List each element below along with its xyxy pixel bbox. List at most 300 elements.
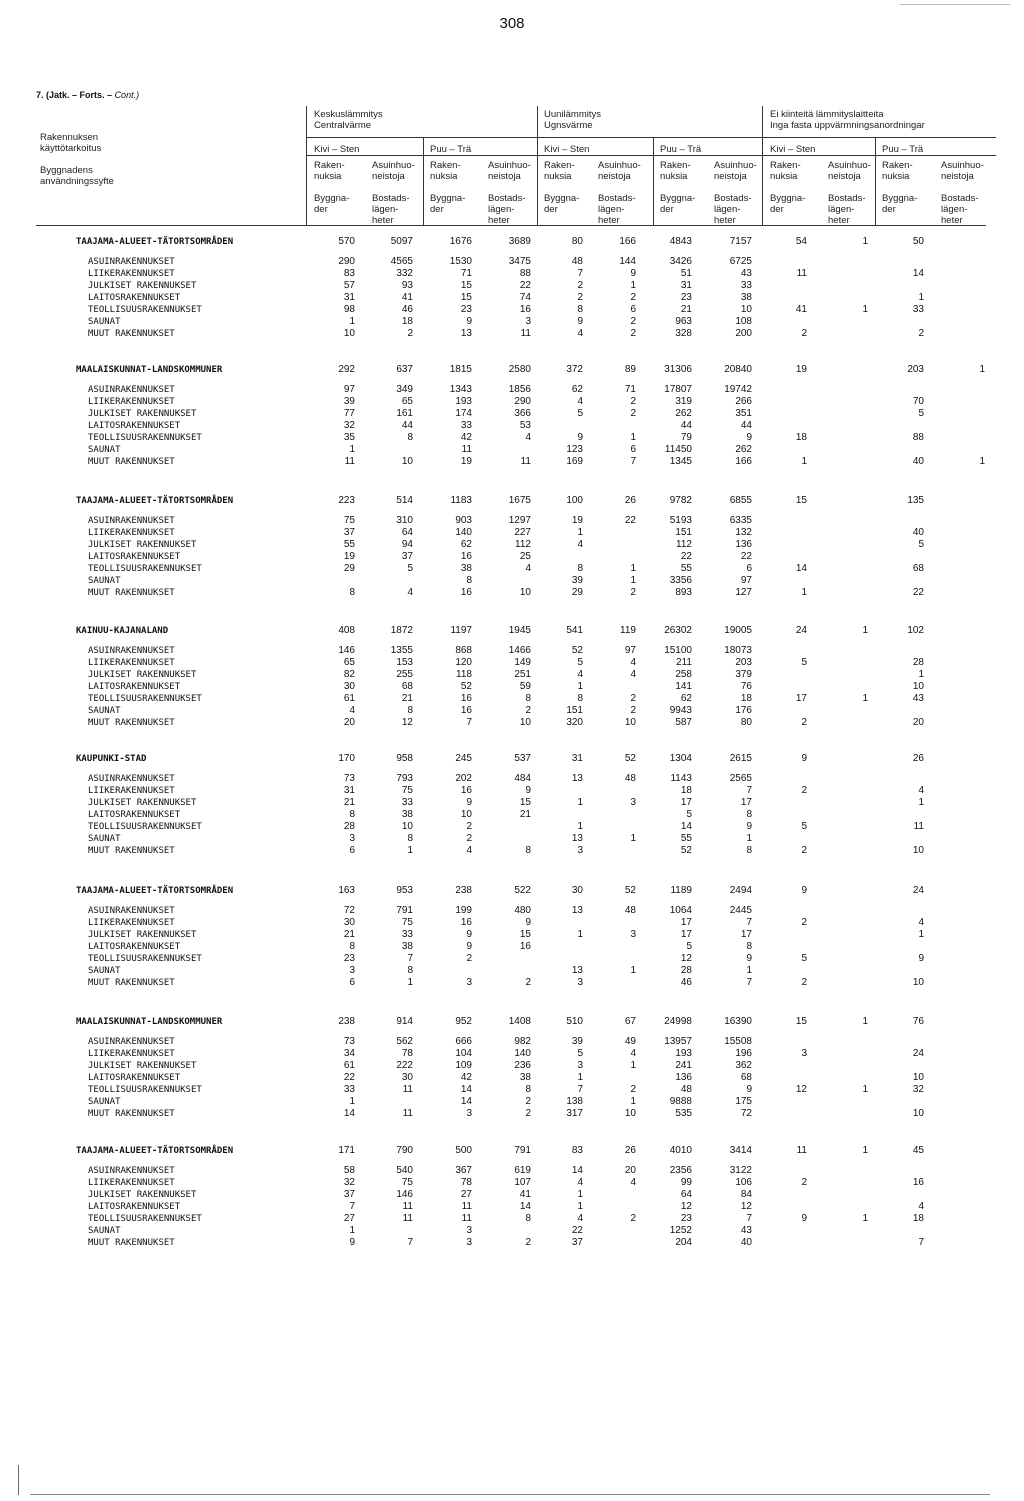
cell-value: 61 xyxy=(343,693,355,704)
section-total-value: 1189 xyxy=(670,885,692,896)
cell-value: 204 xyxy=(675,1237,692,1248)
cell-value: 68 xyxy=(740,1072,752,1083)
section-total-value: 514 xyxy=(396,495,413,506)
section-total-value: 52 xyxy=(624,753,636,764)
section-total-value: 2580 xyxy=(508,364,531,375)
section-total-value: 372 xyxy=(566,364,583,375)
cell-value: 16 xyxy=(460,551,472,562)
cell-value: 10 xyxy=(519,717,531,728)
cell-value: 9 xyxy=(525,917,531,928)
cell-value: 8 xyxy=(407,705,413,716)
row-label: TEOLLISUUSRAKENNUKSET xyxy=(88,694,202,704)
cell-value: 19 xyxy=(460,456,472,467)
cell-value: 62 xyxy=(680,693,692,704)
col-header-dwellings: lägen- xyxy=(714,204,741,215)
cell-value: 1 xyxy=(630,563,636,574)
section-total-value: 16390 xyxy=(724,1016,752,1027)
col-header-dwellings: Bostads- xyxy=(598,193,636,204)
cell-value: 28 xyxy=(680,965,692,976)
cell-value: 4 xyxy=(918,917,924,928)
cell-value: 140 xyxy=(455,527,472,538)
row-label: ASUINRAKENNUKSET xyxy=(88,646,175,656)
cell-value: 13 xyxy=(571,773,583,784)
cell-value: 2 xyxy=(801,717,807,728)
cell-value: 362 xyxy=(735,1060,752,1071)
cell-value: 10 xyxy=(912,977,924,988)
cell-value: 30 xyxy=(343,681,355,692)
section-total-value: 4010 xyxy=(669,1145,692,1156)
cell-value: 2 xyxy=(801,845,807,856)
cell-value: 15 xyxy=(460,292,472,303)
cell-value: 1 xyxy=(630,833,636,844)
row-label: TEOLLISUUSRAKENNUKSET xyxy=(88,822,202,832)
row-label: MUUT RAKENNUKSET xyxy=(88,718,175,728)
section-total-value: 1675 xyxy=(508,495,531,506)
cell-value: 11 xyxy=(402,1201,413,1212)
section-total-value: 26 xyxy=(624,495,636,506)
group-divider xyxy=(762,106,763,225)
cell-value: 28 xyxy=(912,657,924,668)
cell-value: 666 xyxy=(455,1036,472,1047)
cell-value: 13 xyxy=(571,905,583,916)
row-label: LAITOSRAKENNUKSET xyxy=(88,810,181,820)
cell-value: 7 xyxy=(630,456,636,467)
cell-value: 1 xyxy=(349,1225,355,1236)
cell-value: 42 xyxy=(460,1072,472,1083)
cell-value: 32 xyxy=(343,420,355,431)
cell-value: 328 xyxy=(675,328,692,339)
cell-value: 109 xyxy=(455,1060,472,1071)
cell-value: 25 xyxy=(519,551,531,562)
cell-value: 1 xyxy=(577,797,583,808)
section-total-value: 119 xyxy=(620,625,636,636)
cell-value: 7 xyxy=(746,917,752,928)
cell-value: 1 xyxy=(862,1213,868,1224)
cell-value: 868 xyxy=(455,645,472,656)
continuation-italic: Cont.) xyxy=(114,90,140,100)
cell-value: 1143 xyxy=(670,773,692,784)
col-header-dwellings: lägen- xyxy=(598,204,625,215)
cell-value: 46 xyxy=(680,977,692,988)
cell-value: 127 xyxy=(735,587,752,598)
row-label: SAUNAT xyxy=(88,576,121,586)
cell-value: 138 xyxy=(566,1096,583,1107)
cell-value: 1 xyxy=(918,797,924,808)
cell-value: 37 xyxy=(401,551,413,562)
cell-value: 8 xyxy=(525,1084,531,1095)
cell-value: 83 xyxy=(343,268,355,279)
row-label: LIIKERAKENNUKSET xyxy=(88,397,175,407)
header-rule-top xyxy=(306,137,996,138)
section-total-value: 1676 xyxy=(449,236,472,247)
cell-value: 2 xyxy=(630,1084,636,1095)
cell-value: 9 xyxy=(746,432,752,443)
row-label: LIIKERAKENNUKSET xyxy=(88,1178,175,1188)
cell-value: 62 xyxy=(571,384,583,395)
cell-value: 43 xyxy=(912,693,924,704)
cell-value: 367 xyxy=(455,1165,472,1176)
cell-value: 15 xyxy=(460,280,472,291)
section-total-value: 76 xyxy=(912,1016,924,1027)
col-header-buildings: der xyxy=(544,204,558,215)
cell-value: 31 xyxy=(680,280,692,291)
cell-value: 75 xyxy=(401,785,413,796)
cell-value: 1 xyxy=(577,527,583,538)
section-total-value: 1197 xyxy=(450,625,472,636)
cell-value: 4 xyxy=(630,1048,636,1059)
cell-value: 2 xyxy=(630,396,636,407)
cell-value: 1 xyxy=(577,1189,583,1200)
row-label: TEOLLISUUSRAKENNUKSET xyxy=(88,1085,202,1095)
cell-value: 176 xyxy=(735,705,752,716)
cell-value: 51 xyxy=(680,268,692,279)
col-header-buildings: nuksia xyxy=(314,171,342,182)
cell-value: 4565 xyxy=(390,256,413,267)
row-label: LAITOSRAKENNUKSET xyxy=(88,1202,181,1212)
cell-value: 21 xyxy=(519,809,531,820)
group-header: Uunilämmitys xyxy=(544,109,602,120)
section-total-value: 914 xyxy=(396,1016,413,1027)
col-header-dwellings: neistoja xyxy=(828,171,861,182)
col-header-buildings: Byggna- xyxy=(770,193,806,204)
cell-value: 255 xyxy=(396,669,413,680)
cell-value: 41 xyxy=(401,292,413,303)
section-total-value: 89 xyxy=(624,364,636,375)
cell-value: 8 xyxy=(577,563,583,574)
cell-value: 16 xyxy=(460,587,472,598)
cell-value: 4 xyxy=(577,396,583,407)
cell-value: 12 xyxy=(795,1084,807,1095)
cell-value: 75 xyxy=(401,1177,413,1188)
cell-value: 140 xyxy=(514,1048,531,1059)
col-header-dwellings: neistoja xyxy=(598,171,631,182)
cell-value: 44 xyxy=(401,420,413,431)
cell-value: 4 xyxy=(630,1177,636,1188)
cell-value: 40 xyxy=(740,1237,752,1248)
cell-value: 480 xyxy=(514,905,531,916)
col-header-dwellings: heter xyxy=(941,215,963,226)
cell-value: 106 xyxy=(735,1177,752,1188)
cell-value: 332 xyxy=(396,268,413,279)
cell-value: 1 xyxy=(979,456,985,467)
col-header-dwellings: Bostads- xyxy=(941,193,979,204)
cell-value: 1 xyxy=(630,432,636,443)
cell-value: 161 xyxy=(396,408,413,419)
row-label: ASUINRAKENNUKSET xyxy=(88,774,175,784)
cell-value: 7 xyxy=(466,717,472,728)
cell-value: 24 xyxy=(912,1048,924,1059)
cell-value: 7 xyxy=(746,1213,752,1224)
cell-value: 29 xyxy=(571,587,583,598)
cell-value: 10 xyxy=(912,681,924,692)
cell-value: 151 xyxy=(675,527,692,538)
col-header-dwellings: Asuinhuo- xyxy=(372,160,415,171)
cell-value: 203 xyxy=(735,657,752,668)
cell-value: 34 xyxy=(343,1048,355,1059)
section-total-value: 19005 xyxy=(724,625,752,636)
cell-value: 11 xyxy=(520,328,531,339)
cell-value: 5 xyxy=(918,539,924,550)
col-header-dwellings: Asuinhuo- xyxy=(828,160,871,171)
cell-value: 8 xyxy=(349,941,355,952)
cell-value: 32 xyxy=(343,1177,355,1188)
cell-value: 10 xyxy=(343,328,355,339)
cell-value: 535 xyxy=(675,1108,692,1119)
cell-value: 38 xyxy=(460,563,472,574)
cell-value: 12 xyxy=(740,1201,752,1212)
cell-value: 136 xyxy=(675,1072,692,1083)
cell-value: 11 xyxy=(402,1084,413,1095)
cell-value: 72 xyxy=(740,1108,752,1119)
row-label: LIIKERAKENNUKSET xyxy=(88,269,175,279)
cell-value: 1 xyxy=(577,681,583,692)
row-label: ASUINRAKENNUKSET xyxy=(88,257,175,267)
cell-value: 88 xyxy=(519,268,531,279)
section-total-value: 67 xyxy=(624,1016,636,1027)
cell-value: 1 xyxy=(630,1096,636,1107)
row-label: LIIKERAKENNUKSET xyxy=(88,528,175,538)
cell-value: 120 xyxy=(455,657,472,668)
cell-value: 16 xyxy=(460,785,472,796)
cell-value: 17 xyxy=(795,693,807,704)
cell-value: 10 xyxy=(624,1108,636,1119)
cell-value: 21 xyxy=(401,693,413,704)
row-label: ASUINRAKENNUKSET xyxy=(88,516,175,526)
section-title: KAINUU-KAJANALAND xyxy=(76,626,169,636)
cell-value: 1856 xyxy=(508,384,531,395)
cell-value: 77 xyxy=(343,408,355,419)
cell-value: 351 xyxy=(735,408,752,419)
group-header: Ei kiinteitä lämmityslaitteita xyxy=(770,109,884,120)
row-label: TEOLLISUUSRAKENNUKSET xyxy=(88,564,202,574)
cell-value: 37 xyxy=(343,527,355,538)
section-total-value: 223 xyxy=(338,495,355,506)
cell-value: 3 xyxy=(577,845,583,856)
cell-value: 27 xyxy=(343,1213,355,1224)
col-header-buildings: nuksia xyxy=(882,171,910,182)
cell-value: 619 xyxy=(514,1165,531,1176)
cell-value: 963 xyxy=(675,316,692,327)
cell-value: 793 xyxy=(396,773,413,784)
cell-value: 68 xyxy=(401,681,413,692)
cell-value: 5193 xyxy=(669,515,692,526)
section-total-value: 1304 xyxy=(669,753,692,764)
cell-value: 1355 xyxy=(390,645,413,656)
cell-value: 146 xyxy=(338,645,355,656)
cell-value: 2445 xyxy=(729,905,752,916)
cell-value: 43 xyxy=(740,1225,752,1236)
cell-value: 4 xyxy=(577,539,583,550)
cell-value: 3 xyxy=(525,316,531,327)
scan-mark xyxy=(18,1465,20,1495)
cell-value: 2 xyxy=(466,833,472,844)
section-total-value: 80 xyxy=(571,236,583,247)
cell-value: 21 xyxy=(680,304,692,315)
cell-value: 23 xyxy=(460,304,472,315)
cell-value: 11 xyxy=(344,456,355,467)
cell-value: 99 xyxy=(680,1177,692,1188)
cell-value: 1466 xyxy=(508,645,531,656)
cell-value: 8 xyxy=(746,941,752,952)
cell-value: 8 xyxy=(746,845,752,856)
cell-value: 153 xyxy=(396,657,413,668)
material-header: Puu – Trä xyxy=(430,144,472,155)
section-total-value: 1 xyxy=(862,1016,868,1027)
cell-value: 65 xyxy=(343,657,355,668)
cell-value: 11 xyxy=(461,1213,472,1224)
row-label: SAUNAT xyxy=(88,706,121,716)
cell-value: 3475 xyxy=(508,256,531,267)
section-total-value: 83 xyxy=(571,1145,583,1156)
cell-value: 8 xyxy=(525,1213,531,1224)
cell-value: 9 xyxy=(466,316,472,327)
section-total-value: 1 xyxy=(862,1145,868,1156)
material-divider xyxy=(653,137,654,225)
cell-value: 3 xyxy=(577,977,583,988)
cell-value: 2 xyxy=(801,785,807,796)
cell-value: 17 xyxy=(680,929,692,940)
row-label: LAITOSRAKENNUKSET xyxy=(88,682,181,692)
cell-value: 175 xyxy=(735,1096,752,1107)
cell-value: 18 xyxy=(401,316,413,327)
cell-value: 562 xyxy=(396,1036,413,1047)
cell-value: 20 xyxy=(624,1165,636,1176)
cell-value: 3122 xyxy=(729,1165,752,1176)
material-header: Puu – Trä xyxy=(882,144,924,155)
col-header-dwellings: Asuinhuo- xyxy=(488,160,531,171)
cell-value: 64 xyxy=(680,1189,692,1200)
cell-value: 17 xyxy=(740,929,752,940)
cell-value: 57 xyxy=(343,280,355,291)
cell-value: 38 xyxy=(401,941,413,952)
col-header-dwellings: heter xyxy=(488,215,510,226)
cell-value: 202 xyxy=(455,773,472,784)
cell-value: 2 xyxy=(466,821,472,832)
section-total-value: 958 xyxy=(396,753,413,764)
cell-value: 123 xyxy=(566,444,583,455)
cell-value: 9943 xyxy=(669,705,692,716)
row-label: JULKISET RAKENNUKSET xyxy=(88,1061,197,1071)
cell-value: 107 xyxy=(514,1177,531,1188)
cell-value: 23 xyxy=(680,292,692,303)
cell-value: 33 xyxy=(401,929,413,940)
cell-value: 5 xyxy=(918,408,924,419)
section-total-value: 2494 xyxy=(729,885,752,896)
cell-value: 3 xyxy=(466,1237,472,1248)
cell-value: 9 xyxy=(746,1084,752,1095)
cell-value: 14 xyxy=(460,1096,472,1107)
cell-value: 12 xyxy=(401,717,413,728)
section-total-value: 24 xyxy=(912,885,924,896)
section-title: MAALAISKUNNAT-LANDSKOMMUNER xyxy=(76,365,223,375)
cell-value: 4 xyxy=(918,785,924,796)
cell-value: 8 xyxy=(407,432,413,443)
cell-value: 3356 xyxy=(669,575,692,586)
cell-value: 1 xyxy=(918,929,924,940)
row-label: ASUINRAKENNUKSET xyxy=(88,1037,175,1047)
cell-value: 22 xyxy=(571,1225,583,1236)
cell-value: 2 xyxy=(525,977,531,988)
cell-value: 73 xyxy=(343,1036,355,1047)
cell-value: 30 xyxy=(401,1072,413,1083)
cell-value: 9 xyxy=(577,432,583,443)
section-total-value: 6855 xyxy=(729,495,752,506)
cell-value: 3 xyxy=(349,965,355,976)
col-header-buildings: der xyxy=(314,204,328,215)
cell-value: 1 xyxy=(918,292,924,303)
cell-value: 30 xyxy=(343,917,355,928)
section-total-value: 52 xyxy=(624,885,636,896)
row-label: JULKISET RAKENNUKSET xyxy=(88,930,197,940)
cell-value: 104 xyxy=(455,1048,472,1059)
section-total-value: 1872 xyxy=(390,625,413,636)
cell-value: 5 xyxy=(801,821,807,832)
col-header-buildings: der xyxy=(430,204,444,215)
cell-value: 9 xyxy=(466,797,472,808)
cell-value: 320 xyxy=(566,717,583,728)
cell-value: 4 xyxy=(577,328,583,339)
row-label: ASUINRAKENNUKSET xyxy=(88,1166,175,1176)
cell-value: 366 xyxy=(514,408,531,419)
cell-value: 48 xyxy=(571,256,583,267)
row-label: MUUT RAKENNUKSET xyxy=(88,588,175,598)
cell-value: 2 xyxy=(801,917,807,928)
cell-value: 21 xyxy=(343,929,355,940)
cell-value: 13 xyxy=(460,328,472,339)
cell-value: 3 xyxy=(349,833,355,844)
cell-value: 21 xyxy=(343,797,355,808)
cell-value: 310 xyxy=(396,515,413,526)
col-header-dwellings: neistoja xyxy=(372,171,405,182)
cell-value: 6 xyxy=(630,304,636,315)
cell-value: 379 xyxy=(735,669,752,680)
row-label: SAUNAT xyxy=(88,445,121,455)
row-label: MUUT RAKENNUKSET xyxy=(88,1109,175,1119)
cell-value: 8 xyxy=(349,587,355,598)
col-header-buildings: Byggna- xyxy=(314,193,350,204)
row-label: LIIKERAKENNUKSET xyxy=(88,658,175,668)
cell-value: 262 xyxy=(675,408,692,419)
cell-value: 11450 xyxy=(664,444,692,455)
section-total-value: 171 xyxy=(338,1145,355,1156)
row-label: JULKISET RAKENNUKSET xyxy=(88,281,197,291)
col-header-dwellings: neistoja xyxy=(488,171,521,182)
cell-value: 10 xyxy=(624,717,636,728)
section-total-value: 245 xyxy=(455,753,472,764)
section-total-value: 15 xyxy=(795,1016,807,1027)
cell-value: 33 xyxy=(460,420,472,431)
cell-value: 9 xyxy=(801,1213,807,1224)
cell-value: 8 xyxy=(746,809,752,820)
row-label: MUUT RAKENNUKSET xyxy=(88,457,175,467)
section-total-value: 510 xyxy=(566,1016,583,1027)
row-label: SAUNAT xyxy=(88,1097,121,1107)
cell-value: 3 xyxy=(466,977,472,988)
col-header-dwellings: heter xyxy=(828,215,850,226)
cell-value: 18 xyxy=(740,693,752,704)
cell-value: 4 xyxy=(577,669,583,680)
cell-value: 2 xyxy=(577,280,583,291)
cell-value: 3 xyxy=(801,1048,807,1059)
row-label: TEOLLISUUSRAKENNUKSET xyxy=(88,305,202,315)
cell-value: 1 xyxy=(801,456,807,467)
cell-value: 982 xyxy=(514,1036,531,1047)
cell-value: 4 xyxy=(918,1201,924,1212)
cell-value: 41 xyxy=(795,304,807,315)
cell-value: 11 xyxy=(461,444,472,455)
col-header-buildings: der xyxy=(660,204,674,215)
cell-value: 193 xyxy=(675,1048,692,1059)
